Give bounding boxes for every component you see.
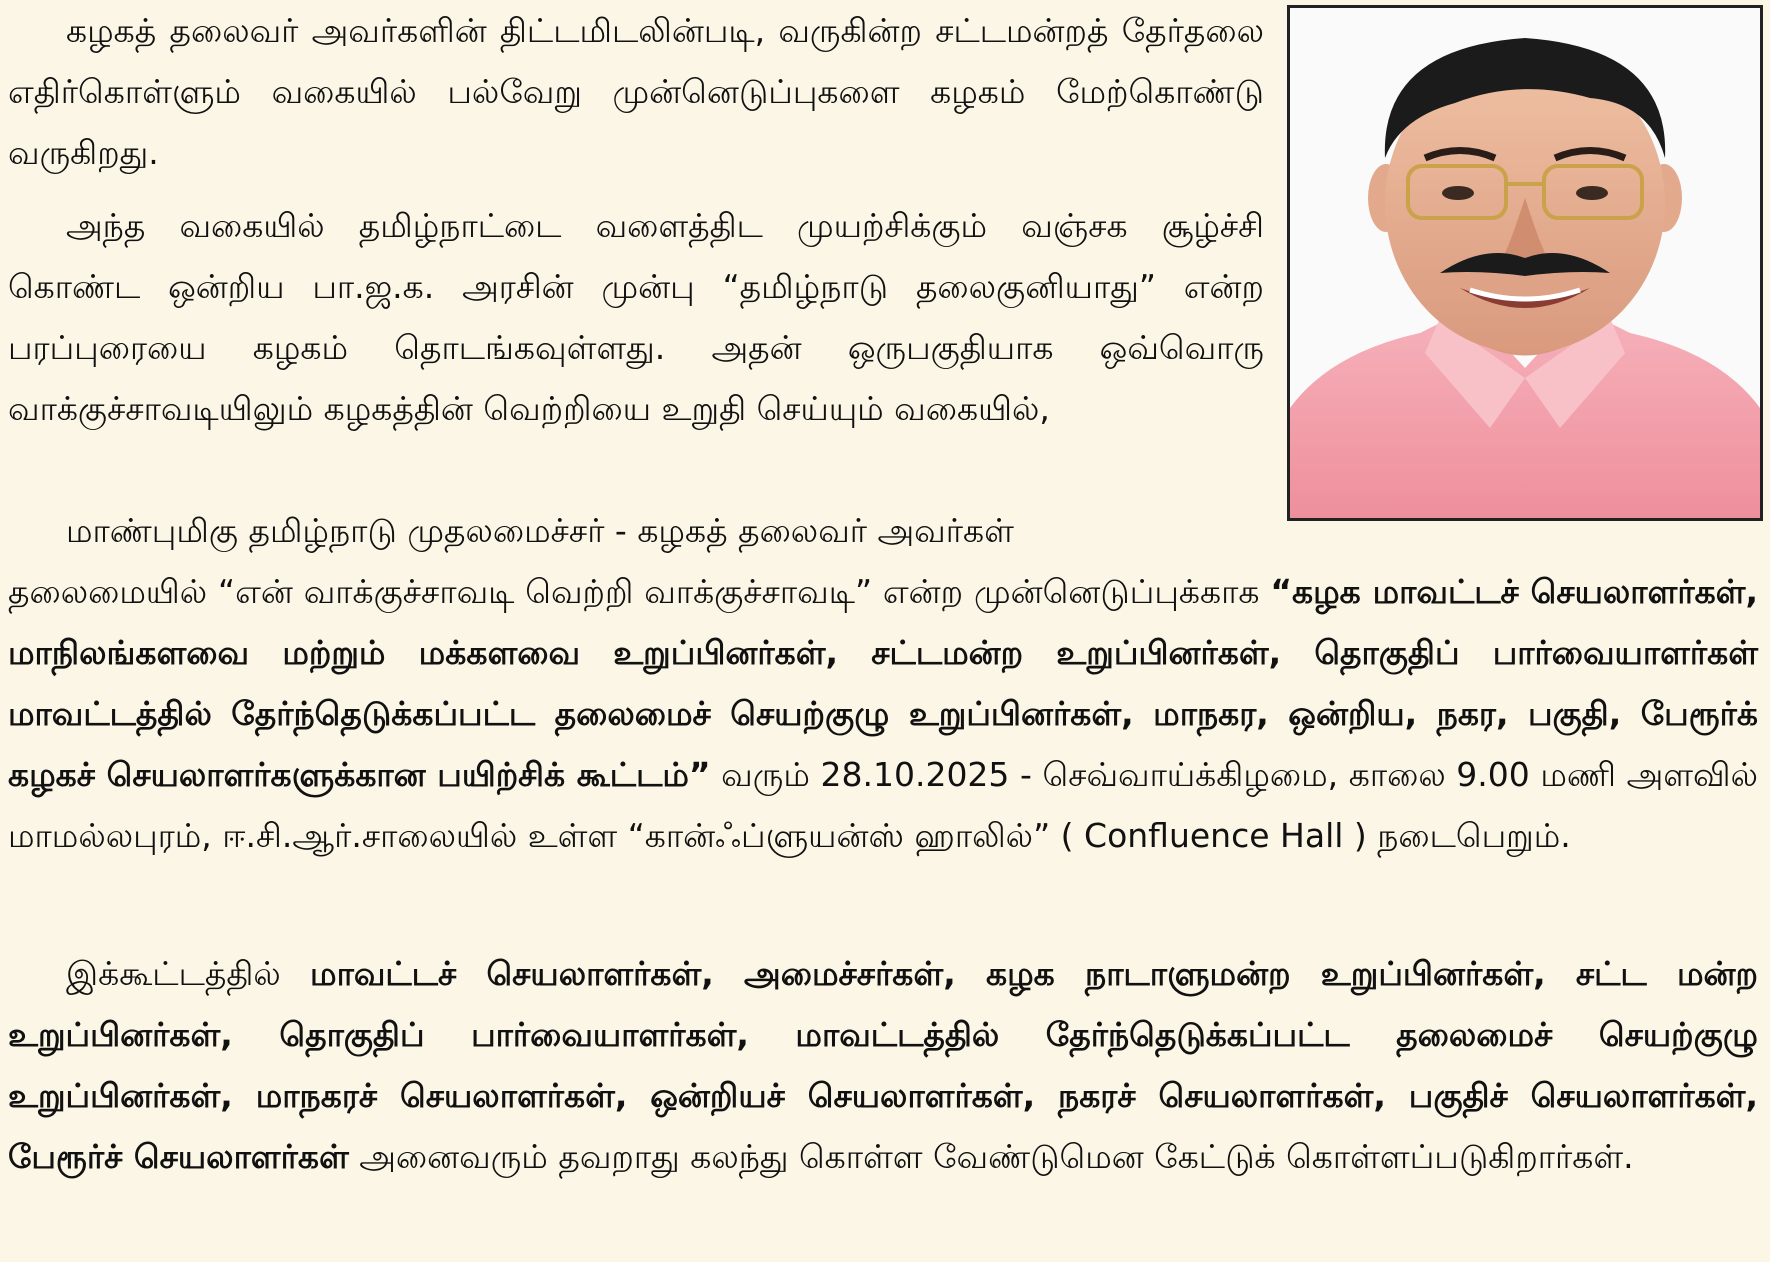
paragraph-attendees-text-a: இக்கூட்டத்தில் [66, 954, 281, 993]
paragraph-meeting-text-a: தலைமையில் “என் வாக்குச்சாவடி வெற்றி வாக்குச்சாவடி” என்ற முன்னெடுப்புக்காக [8, 572, 1260, 611]
paragraph-meeting-bold: “கழக மாவட்டச் செயலாளர்கள், மாநிலங்களவை மற்றும் மக்களவை உறுப்பினர்கள், சட்டமன்ற உறுப்பினர்கள், தொகுதிப் பார்வையாளர்கள் மாவட்டத்தில் தேர்ந்தெடுக்கப்பட்ட தலைமைச் செயற்குழு உறுப்பினர்கள், மாநகர, ஒன்றிய, நகர, பகுதி, பேரூர்க் கழகச் செயலாளர்களுக்கான பயிற்சிக் கூட்டம்” [8, 572, 1758, 794]
paragraph-campaign-text: அந்த வகையில் தமிழ்நாட்டை வளைத்திட முயற்சிக்கும் வஞ்சக சூழ்ச்சி கொண்ட ஒன்றிய பா.ஜ.க. அரசின் முன்பு “தமிழ்நாடு தலைகுனியாது” என்ற பரப்புரையை கழகம் தொடங்கவுள்ளது. அதன் ஒருபகுதியாக ஒவ்வொரு வாக்குச்சாவடியிலும் கழகத்தின் வெற்றியை உறுதி செய்யும் வகையில், [8, 206, 1264, 428]
paragraph-campaign [8, 195, 1264, 439]
portrait-photo [1287, 5, 1763, 521]
paragraph-attendees-text-b: அனைவரும் தவறாது கலந்து கொள்ள வேண்டுமென கேட்டுக் கொள்ளப்படுகிறார்கள். [359, 1137, 1634, 1176]
paragraph-intro [8, 0, 1264, 183]
paragraph-meeting [8, 500, 1758, 866]
portrait-photo-icon [1290, 8, 1760, 518]
paragraph-intro-text: கழகத் தலைவர் அவர்களின் திட்டமிடலின்படி, வருகின்ற சட்டமன்றத் தேர்தலை எதிர்கொள்ளும் வகையில் பல்வேறு முன்னெடுப்புகளை கழகம் மேற்கொண்டு வருகிறது. [8, 11, 1264, 172]
paragraph-meeting-text-b: வரும் 28.10.2025 - செவ்வாய்க்கிழமை, காலை 9.00 மணி அளவில் மாமல்லபுரம், ஈ.சி.ஆர்.சாலையில் உள்ள “கான்ஃப்ளுயன்ஸ் ஹாலில்” ( Confluence Hall ) நடைபெறும். [8, 755, 1758, 855]
paragraph-attendees [8, 943, 1758, 1187]
paragraph-attendees-bold: மாவட்டச் செயலாளர்கள், அமைச்சர்கள், கழக நாடாளுமன்ற உறுப்பினர்கள், சட்ட மன்ற உறுப்பினர்கள், தொகுதிப் பார்வையாளர்கள், மாவட்டத்தில் தேர்ந்தெடுக்கப்பட்ட தலைமைச் செயற்குழு உறுப்பினர்கள், மாநகரச் செயலாளர்கள், ஒன்றியச் செயலாளர்கள், நகரச் செயலாளர்கள், பகுதிச் செயலாளர்கள், பேரூர்ச் செயலாளர்கள் [8, 954, 1758, 1176]
paragraph-meeting-line1: மாண்புமிகு தமிழ்நாடு முதலமைச்சர் - கழகத் தலைவர் அவர்கள் [66, 511, 1014, 550]
